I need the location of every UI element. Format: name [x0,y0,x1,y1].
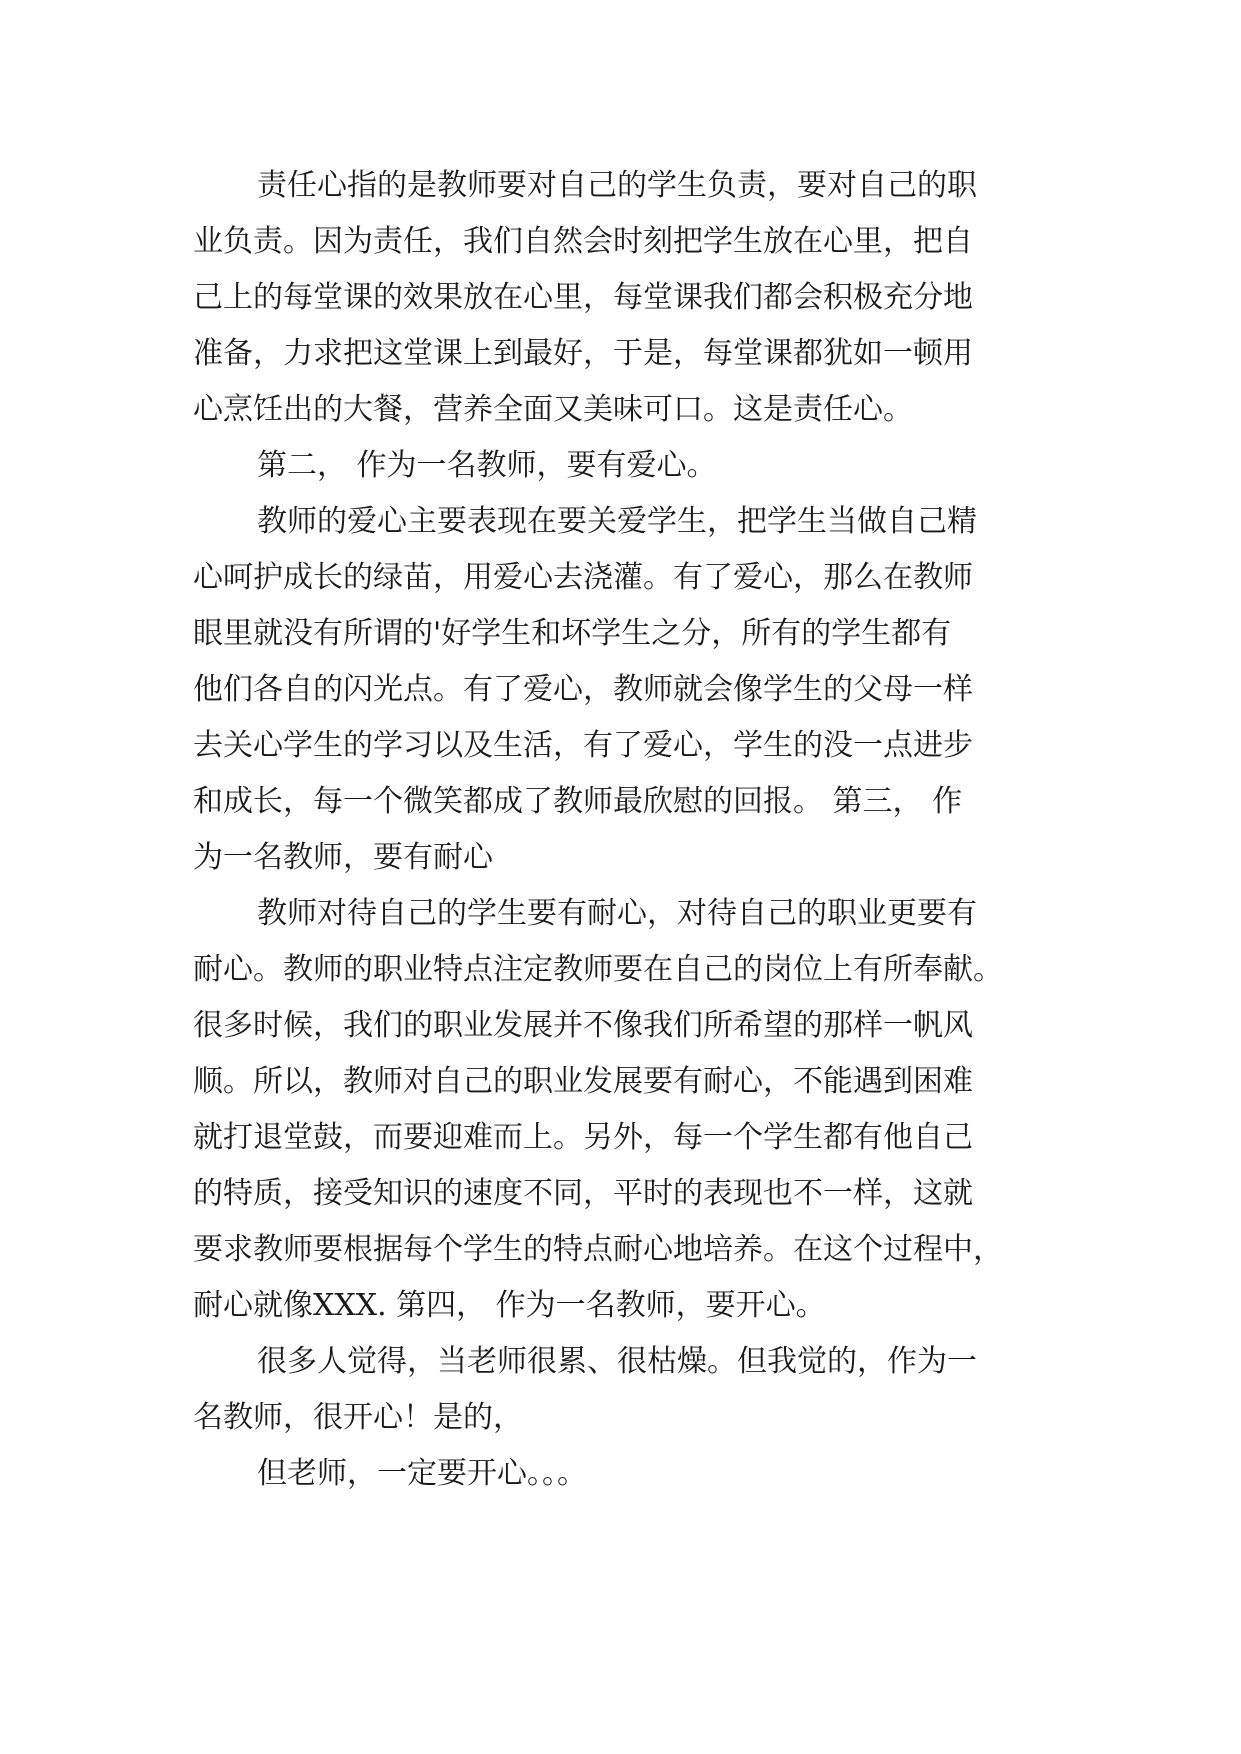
paragraph-line: 准备，力求把这堂课上到最好，于是，每堂课都犹如一顿用 [193,336,973,371]
paragraph-line: 耐心就像XXX. 第四， 作为一名教师，要开心。 [193,1288,826,1323]
paragraph-line: 为一名教师，要有耐心 [193,840,493,875]
paragraph-line: 己上的每堂课的效果放在心里，每堂课我们都会积极充分地 [193,280,973,315]
paragraph-line: 他们各自的闪光点。有了爱心，教师就会像学生的父母一样 [193,672,973,707]
paragraph-line: 很多时候，我们的职业发展并不像我们所希望的那样一帆风 [193,1008,973,1043]
paragraph-line: 的特质，接受知识的速度不同，平时的表现也不一样，这就 [193,1176,973,1211]
paragraph-line: 耐心。教师的职业特点注定教师要在自己的岗位上有所奉献。 [193,952,1003,987]
paragraph-line: 要求教师要根据每个学生的特点耐心地培养。在这个过程中， [193,1232,1003,1267]
paragraph-line: 心烹饪出的大餐，营养全面又美味可口。这是责任心。 [193,392,913,427]
paragraph-line: 教师的爱心主要表现在要关爱学生，把学生当做自己精 [257,504,977,539]
paragraph-line: 教师对待自己的学生要有耐心，对待自己的职业更要有 [257,896,977,931]
paragraph-line: 心呵护成长的绿苗，用爱心去浇灌。有了爱心，那么在教师 [193,560,973,595]
paragraph-line: 业负责。因为责任，我们自然会时刻把学生放在心里，把自 [193,224,973,259]
paragraph-line: 眼里就没有所谓的'好学生和坏学生之分，所有的学生都有 [193,616,952,651]
paragraph-line: 很多人觉得，当老师很累、很枯燥。但我觉的，作为一 [257,1344,977,1379]
paragraph-line: 名教师，很开心！是的， [193,1400,523,1435]
paragraph-line: 去关心学生的学习以及生活，有了爱心，学生的没一点进步 [193,728,973,763]
paragraph-line: 顺。所以，教师对自己的职业发展要有耐心，不能遇到困难 [193,1064,973,1099]
paragraph-line: 和成长，每一个微笑都成了教师最欣慰的回报。 第三， 作 [193,784,963,819]
paragraph-line: 责任心指的是教师要对自己的学生负责，要对自己的职 [257,168,977,203]
paragraph-line: 就打退堂鼓，而要迎难而上。另外，每一个学生都有他自己 [193,1120,973,1155]
paragraph-line: 但老师，一定要开心。。。 [257,1456,587,1491]
section-heading-line: 第二， 作为一名教师，要有爱心。 [257,448,717,483]
